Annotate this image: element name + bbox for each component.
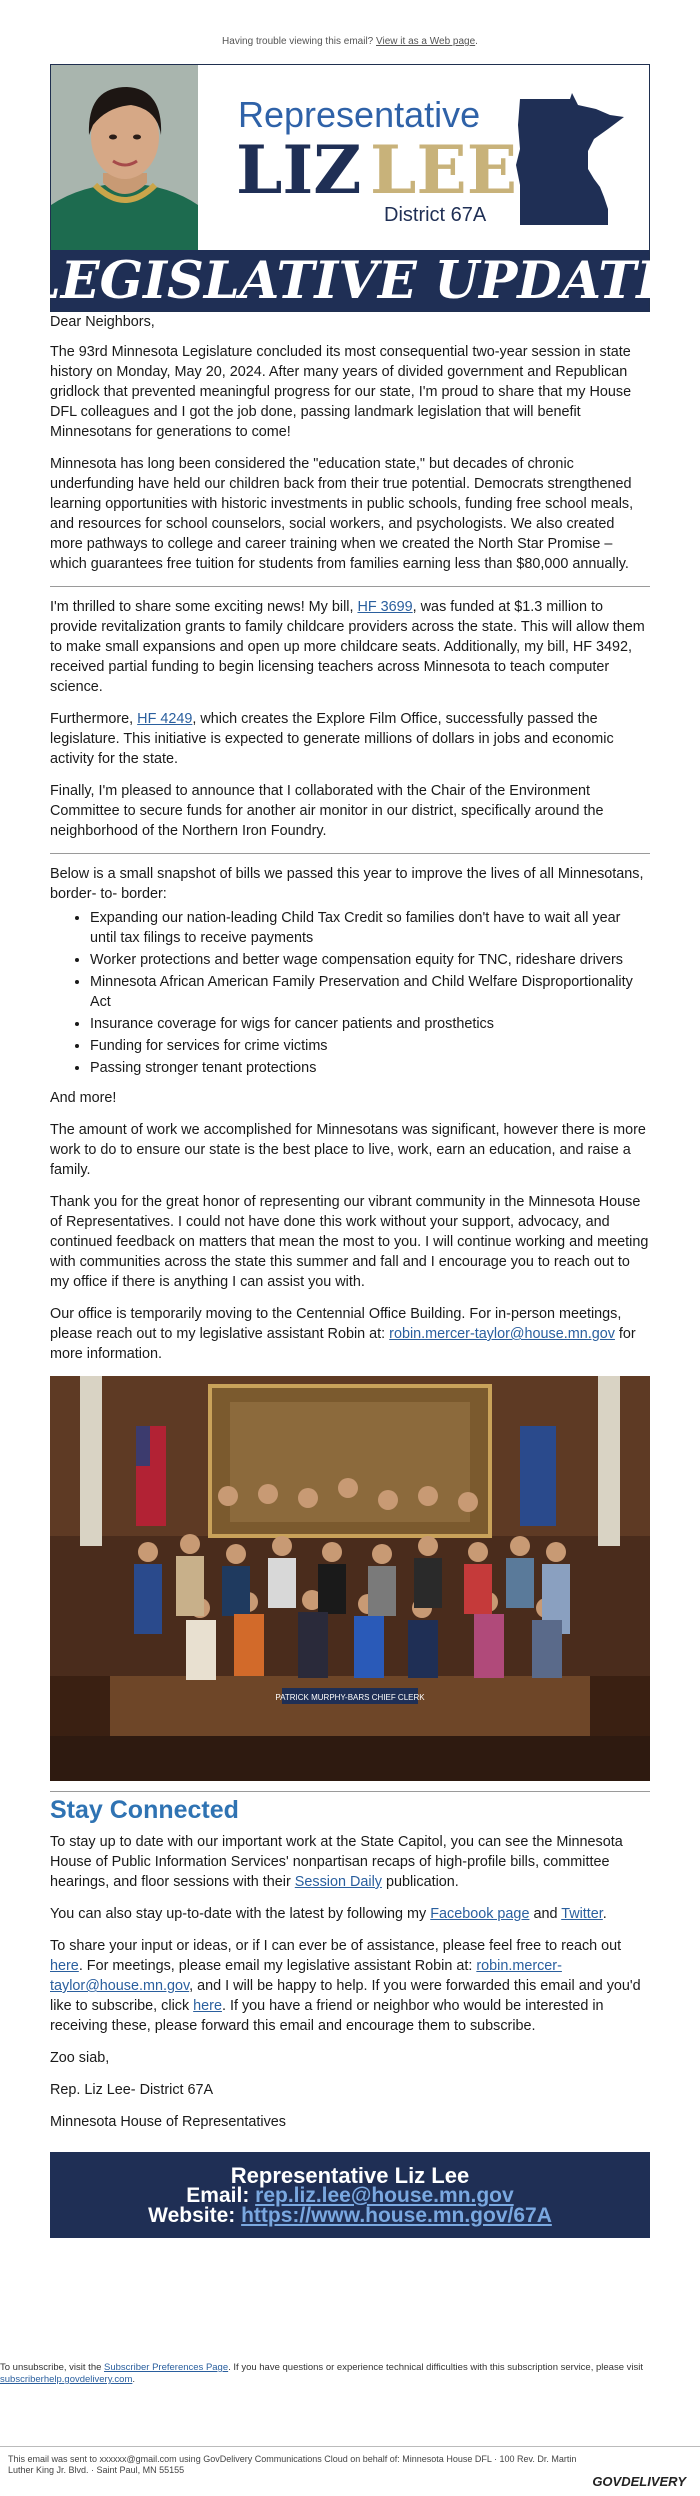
signature-line-1: Rep. Liz Lee- District 67A <box>50 2082 214 2098</box>
wordmark-district: District 67A <box>384 204 487 226</box>
sent-to-note: This email was sent to xxxxxx@gmail.com using GovDelivery Communications Cloud on behalf of: Minnesota House DFL · 100 Rev. Dr. Martin Luther King Jr. Blvd. · Saint Paul, MN 55155 <box>8 2454 577 2475</box>
reach-out-link[interactable]: here <box>50 1958 79 1974</box>
contact-email-line: Email: rep.liz.lee@house.mn.gov <box>186 2184 514 2207</box>
photo-nameplate: PATRICK MURPHY-BARS CHIEF CLERK <box>275 1693 425 1702</box>
contact-email-link[interactable]: rep.liz.lee@house.mn.gov <box>255 2184 514 2207</box>
thanks-paragraph: Thank you for the great honor of representing our vibrant community in the Minnesota House of Representatives. I could not have done this work without your support, advocacy, and continued feedback on matters that mean the most to you. I will continue working and meeting with communities across the state this summer and fall and I encourage you to reach out to my office if there is anything I can assist you with. <box>50 1194 649 1290</box>
wordmark-representative: Representative <box>238 94 481 135</box>
session-daily-link[interactable]: Session Daily <box>294 1874 382 1890</box>
bills-list <box>50 908 650 1078</box>
robin-email-link[interactable]: robin.mercer-taylor@house.mn.gov <box>50 1958 562 1994</box>
view-online-note: Having trouble viewing this email? View it as a Web page. <box>222 36 478 47</box>
contact-website-link[interactable]: https://www.house.mn.gov/67A <box>241 2204 552 2227</box>
subscribe-link[interactable]: here <box>193 1998 222 2014</box>
stay-connected-heading: Stay Connected <box>50 1796 239 1824</box>
news-paragraph-2: Furthermore, HF 4249, which creates the Explore Film Office, successfully passed the legislature. This initiative is expected to generate millions of dollars in jobs and economic activity for the state. <box>50 711 614 767</box>
banner-title: LEGISLATIVE UPDATE <box>24 250 676 311</box>
bills-intro: Below is a small snapshot of bills we passed this year to improve the lives of all Minnesotans, border- to- border: <box>50 866 644 902</box>
list-item: • Funding for services for crime victims <box>90 1036 650 1056</box>
contact-box <box>50 2152 650 2238</box>
facebook-link[interactable]: Facebook page <box>430 1906 530 1922</box>
email-body <box>24 64 676 2238</box>
header-banner <box>24 64 676 312</box>
house-chamber-group-photo <box>50 1376 650 1781</box>
trouble-viewing-text: Having trouble viewing this email? <box>222 36 374 47</box>
newsletter-content <box>50 312 650 2238</box>
legislative-update-banner <box>24 250 676 311</box>
intro-paragraph-1: The 93rd Minnesota Legislature concluded its most consequential two-year session in state history on Monday, May 20, 2024. After many years of divided government and Republican gridlock that prevented meaningful progress for our state, I'm proud to share that my House DFL colleagues and I got the job done, passing landmark legislation that will benefit Minnesotans for generations to come! <box>50 344 632 440</box>
wordmark-last-name: LEE <box>370 131 518 209</box>
contact-name: Representative Liz Lee <box>230 2163 470 2188</box>
work-paragraph: The amount of work we accomplished for Minnesotans was significant, however there is more work to do to ensure our state is the best place to live, work, earn an education, and raise a family. <box>50 1122 646 1178</box>
list-item: • Insurance coverage for wigs for cancer patients and prosthetics <box>90 1014 650 1034</box>
govdelivery-logo: GOVDELIVERY <box>592 2474 686 2489</box>
twitter-link[interactable]: Twitter <box>561 1906 603 1922</box>
stay-paragraph-1: To stay up to date with our important work at the State Capitol, you can see the Minnesota House of Public Information Services' nonpartisan recaps of high-profile bills, committee hearings, and floor sessions with their Session Daily publication. <box>50 1834 623 1890</box>
hf-3699-link[interactable]: HF 3699 <box>357 599 413 615</box>
wordmark-first-name: LIZ <box>236 131 362 209</box>
section-divider <box>50 853 650 854</box>
and-more-text: And more! <box>50 1090 117 1106</box>
unsubscribe-note: To unsubscribe, visit the Subscriber Preferences Page. If you have questions or experience technical difficulties with this subscription service, please visit subscriberhelp.govdelivery.com. <box>0 2362 643 2385</box>
office-paragraph: Our office is temporarily moving to the Centennial Office Building. For in-person meetings, please reach out to my legislative assistant Robin at: robin.mercer-taylor@house.mn.gov for more information. <box>50 1306 636 1362</box>
section-divider <box>50 1791 650 1792</box>
view-web-page-link[interactable]: View it as a Web page <box>376 36 476 47</box>
robin-email-link[interactable]: robin.mercer-taylor@house.mn.gov <box>389 1326 615 1342</box>
hf-4249-link[interactable]: HF 4249 <box>137 711 193 727</box>
greeting: Dear Neighbors, <box>50 314 155 330</box>
closing-text: Zoo siab, <box>50 2050 110 2066</box>
stay-paragraph-3: To share your input or ideas, or if I can ever be of assistance, please feel free to reach out here. For meetings, please email my legislative assistant Robin at: robin.mercer-taylor@house.mn.gov, and I will be happy to help. If you were forwarded this email and you'd like to subscribe, click here. If you have a friend or neighbor who would be interested in receiving these, please forward this email and encourage them to subscribe. <box>50 1938 641 2034</box>
list-item: • Passing stronger tenant protections <box>90 1058 650 1078</box>
subscriber-preferences-link[interactable]: Subscriber Preferences Page <box>104 2362 229 2373</box>
section-divider <box>50 586 650 587</box>
signature-line-2: Minnesota House of Representatives <box>50 2114 286 2130</box>
intro-paragraph-2: Minnesota has long been considered the "education state," but decades of chronic underfunding have held our children back from their true potential. Democrats strengthened learning opportunities with historic investments in public schools, funding free school meals, and resources for school counselors, social workers, and psychologists. We also created more pathways to college and career training when we created the North Star Promise – which guarantees free tuition for students from families earning less than $80,000 annually. <box>50 456 634 572</box>
stay-paragraph-2: You can also stay up-to-date with the latest by following my Facebook page and Twitter. <box>50 1906 607 1922</box>
list-item: • Worker protections and better wage compensation equity for TNC, rideshare drivers <box>90 950 650 970</box>
contact-website-line: Website: https://www.house.mn.gov/67A <box>148 2204 552 2227</box>
list-item: • Minnesota African American Family Preservation and Child Welfare Disproportionality Act <box>90 972 650 1012</box>
news-paragraph-1: I'm thrilled to share some exciting news! My bill, HF 3699, was funded at $1.3 million to provide revitalization grants to family childcare providers across the state. This will allow them to make small expansions and open up more childcare seats. Additionally, my bill, HF 3492, received partial funding to begin licensing teachers across Minnesota to teach computer science. <box>50 599 645 695</box>
footer-divider <box>0 2446 700 2447</box>
minnesota-state-icon <box>516 93 624 225</box>
representative-portrait <box>51 65 198 250</box>
list-item: • Expanding our nation-leading Child Tax Credit so families don't have to wait all year until tax filings to receive payments <box>90 908 650 948</box>
representative-wordmark <box>198 65 649 250</box>
subscriber-help-link[interactable]: subscriberhelp.govdelivery.com <box>0 2374 133 2385</box>
news-paragraph-3: Finally, I'm pleased to announce that I collaborated with the Chair of the Environment Committee to secure funds for another air monitor in our district, specifically around the neighborhood of the Northern Iron Foundry. <box>50 783 604 839</box>
